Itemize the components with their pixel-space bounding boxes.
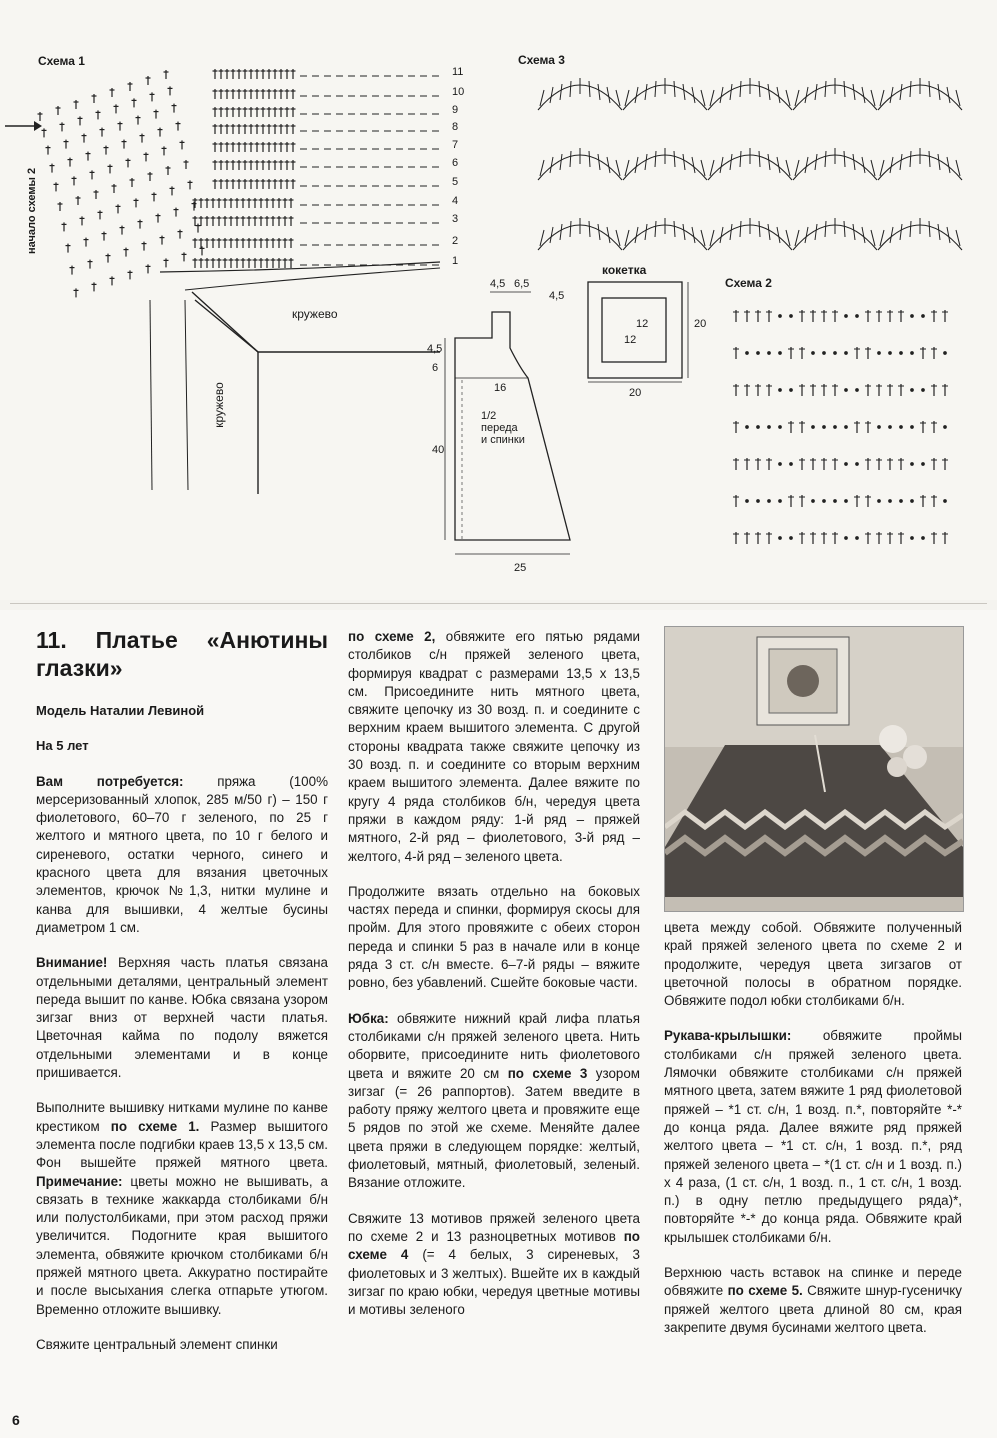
dim-label: 12 — [624, 334, 637, 346]
scheme2-chart — [733, 310, 948, 544]
text-span: Свяжите 13 мотивов пряжей зеленого цвета по схеме 2 и 13 разноцветных мотивов — [348, 1210, 640, 1244]
text-bold: Примечание: — [36, 1173, 123, 1189]
text-span: Свяжите шнур-гусеничку пряжей желтого цвета длиной 80 см, края закрепите двумя бусинами желтого цвета. — [664, 1283, 962, 1335]
materials-lead: Вам потребуется: — [36, 773, 184, 789]
scheme1-chart — [38, 69, 440, 297]
crochet-diagrams — [0, 0, 997, 600]
inserts-paragraph — [664, 1264, 962, 1337]
row-number: 3 — [452, 213, 459, 225]
row-number: 6 — [452, 157, 459, 169]
materials-paragraph — [36, 773, 328, 938]
text-bold: Юбка: — [348, 1010, 389, 1026]
scheme2-paragraph — [348, 628, 640, 866]
dim-label: 12 — [636, 318, 649, 330]
text-bold: по схеме 1. — [110, 1118, 200, 1134]
row-number: 9 — [452, 104, 459, 116]
dim-label: 6 — [432, 362, 439, 374]
row-number: 7 — [452, 139, 459, 151]
attention-paragraph — [36, 954, 328, 1082]
dress-photo-illustration — [665, 627, 963, 911]
row-number: 4 — [452, 195, 459, 207]
dim-label: 20 — [694, 318, 707, 330]
row-number: 1 — [452, 255, 459, 267]
yoke-outline — [588, 282, 688, 382]
text-bold: Рукава-крылышки: — [664, 1028, 792, 1044]
article-model: Модель Наталии Левиной — [36, 703, 205, 718]
scheme2-title: Схема 2 — [725, 276, 772, 290]
lace-label-top: кружево — [292, 307, 338, 321]
text-span: обвяжите его пятью рядами столбиков с/н пряжей зеленого цвета, формируя квадрат с размерами 13,5 х 13,5 см. Присоедините нить мятного цвета, свяжите цепочку из 30 возд. п. и соедините с верхним краем вышитого элемента. С другой стороны квадрата также свяжите цепочку из 30 возд. п. и соедините со вторым верхним краем вышитого элемента. Далее вяжите по кругу 4 ряда столбиков б/н, чередуя цвета пряжи в каждом ряду: 1-й ряд – пряжей мятного, 2-й ряд – фиолетового, 3-й ряд – желтого, 4-й ряд – зеленого цвета. — [348, 629, 640, 864]
article-column-3 — [664, 919, 962, 1354]
dim-label: 4,5 — [490, 278, 506, 290]
text-span: обвяжите нижний край лифа платья столбиками с/н пряжей зеленого цвета. Нить оборвите, присоедините нить фиолетового цвета и вяжите 20 см — [348, 1010, 640, 1081]
dim-label: 20 — [629, 387, 642, 399]
text-span: цветы можно не вышивать, а связать в технике жаккарда столбиками б/н или полустолбиками, при этом расход пряжи увеличится. Подогните края вышитого элемента, обвяжите крючком столбиками б/н пряжей мятного цвета. Аккуратно постирайте и после высыхания слегка отпарьте утюгом. Временно отложите вышивку. — [36, 1173, 328, 1317]
sleeves-paragraph — [664, 1027, 962, 1247]
text-bold: по схеме 5. — [727, 1283, 803, 1299]
text-span: Выполните вышивку нитками мулине по канве крестиком — [36, 1100, 328, 1134]
scheme3-chart — [538, 78, 962, 250]
row-number: 8 — [452, 121, 459, 133]
dim-label: 16 — [494, 382, 507, 394]
attention-text: Верхняя часть платья связана отдельными деталями, центральный элемент переда вышит по канве. Юбка связана узором зигзаг вниз от верхней части платья. Цветочная кайма по подолу вяжется отдельными элементами и в конце пришивается. — [36, 955, 328, 1081]
article-age: На 5 лет — [36, 738, 89, 754]
text-bold: по схеме 4 — [348, 1228, 640, 1263]
row-number: 10 — [452, 86, 465, 98]
text-span: Размер вышитого элемента после подгибки краев 13,5 х 13,5 см. Фон вышейте пряжей мятного цвета. — [36, 1118, 328, 1171]
dim-label: 40 — [432, 444, 445, 456]
skirt-paragraph — [348, 1010, 640, 1193]
text-span: обвяжите проймы столбиками с/н пряжей зеленого цвета. Лямочки обвяжите столбиками с/н пряжей мятного цвета, затем вяжите 1 ряд фиолетовой пряжей – *1 ст. с/н, 1 возд. п.*, повторяйте *-* до конца ряда. Далее вяжите ряд пряжей желтого цвета – *1 ст. с/н, 1 возд. п.*, ряд пряжей зеленого цвета – *(1 ст. с/н и 1 возд. п.) х 4 раза, (1 ст. с/н, 1 возд. п., 1 ст. с/н, 1 возд. п.) в одну петлю предыдущего ряда)*, повторяйте *-* до конца ряда. Обвяжите край крылышек столбиками б/н. — [664, 1028, 962, 1245]
row-number: 5 — [452, 176, 459, 188]
back-element-paragraph: Свяжите центральный элемент спинки — [36, 1336, 278, 1352]
text-bold: по схеме 3 — [507, 1065, 588, 1081]
text-bold: по схеме 2, — [348, 629, 436, 644]
diagrams-area — [0, 0, 997, 600]
yoke-label: кокетка — [602, 263, 647, 277]
dim-label: 6,5 — [514, 278, 530, 290]
lace-label-side: кружево — [211, 382, 226, 428]
section-divider — [10, 603, 987, 604]
motifs-paragraph — [348, 1210, 640, 1320]
armhole-paragraph: Продолжите вязать отдельно на боковых частях переда и спинки, формируя скосы для пройм. Для этого провяжите с обеих сторон переда и спинки 5 раз в начале или в конце ряда 3 ст. с/н вместе. 6–7-й ряды – вяжите ровно, без убавлений. Сшейте боковые части. — [348, 883, 640, 991]
article-title: 11. Платье «Анютины глазки» — [36, 627, 328, 681]
article-column-2 — [348, 628, 640, 1336]
attention-lead: Внимание! — [36, 955, 108, 971]
dim-label: 4,5 — [427, 343, 443, 355]
article-column-1 — [36, 626, 328, 1371]
row-number: 11 — [452, 66, 464, 78]
dim-label: 25 — [514, 562, 527, 574]
row-number: 2 — [452, 235, 459, 247]
embroidery-paragraph — [36, 1099, 328, 1319]
text-span: (= 4 белых, 3 сиреневых, 3 фиолетовых и 3 желтых). Вшейте их в каждый зигзаг по краю юбки, чередуя цветные мотивы и мотивы зеленого — [348, 1247, 640, 1318]
page-number: 6 — [12, 1412, 20, 1428]
hem-paragraph: цвета между собой. Обвяжите полученный край пряжей зеленого цвета по схеме 2 и продолжите, чередуя цвета зигзагов от цветочной полосы в обратном порядке. Обвяжите подол юбки столбиками б/н. — [664, 920, 962, 1009]
scheme1-title: Схема 1 — [38, 54, 85, 68]
materials-text: пряжа (100% мерсеризованный хлопок, 285 м/50 г) – 150 г фиолетового, 60–70 г зеленого, по 25 г желтого и мятного цвета, по 10 г белого и сиреневого, остатки черного, синего и красного цвета для вязания цветочных элементов, крючок №1,3, нитки мулине и канва для вышивки, 4 желтые бусины диаметром 1 см. — [36, 773, 328, 935]
dim-label: 4,5 — [549, 290, 565, 302]
text-span: узором зигзаг (= 26 раппортов). Затем введите в работу пряжу желтого цвета и провяжите еще 5 рядов по этой же схеме. Меняйте далее цвета пряжи в следующем порядке: желтый, фиолетовый, мятный, фиолетовый, зеленый. Вязание отложите. — [348, 1065, 640, 1191]
scheme3-title: Схема 3 — [518, 53, 565, 67]
text-span: Верхнюю часть вставок на спинке и переде обвяжите — [664, 1265, 962, 1299]
dress-photo — [664, 626, 964, 912]
start-label: начало схемы 2 — [26, 167, 38, 254]
half-label: 1/2 переда и спинки — [481, 410, 525, 446]
